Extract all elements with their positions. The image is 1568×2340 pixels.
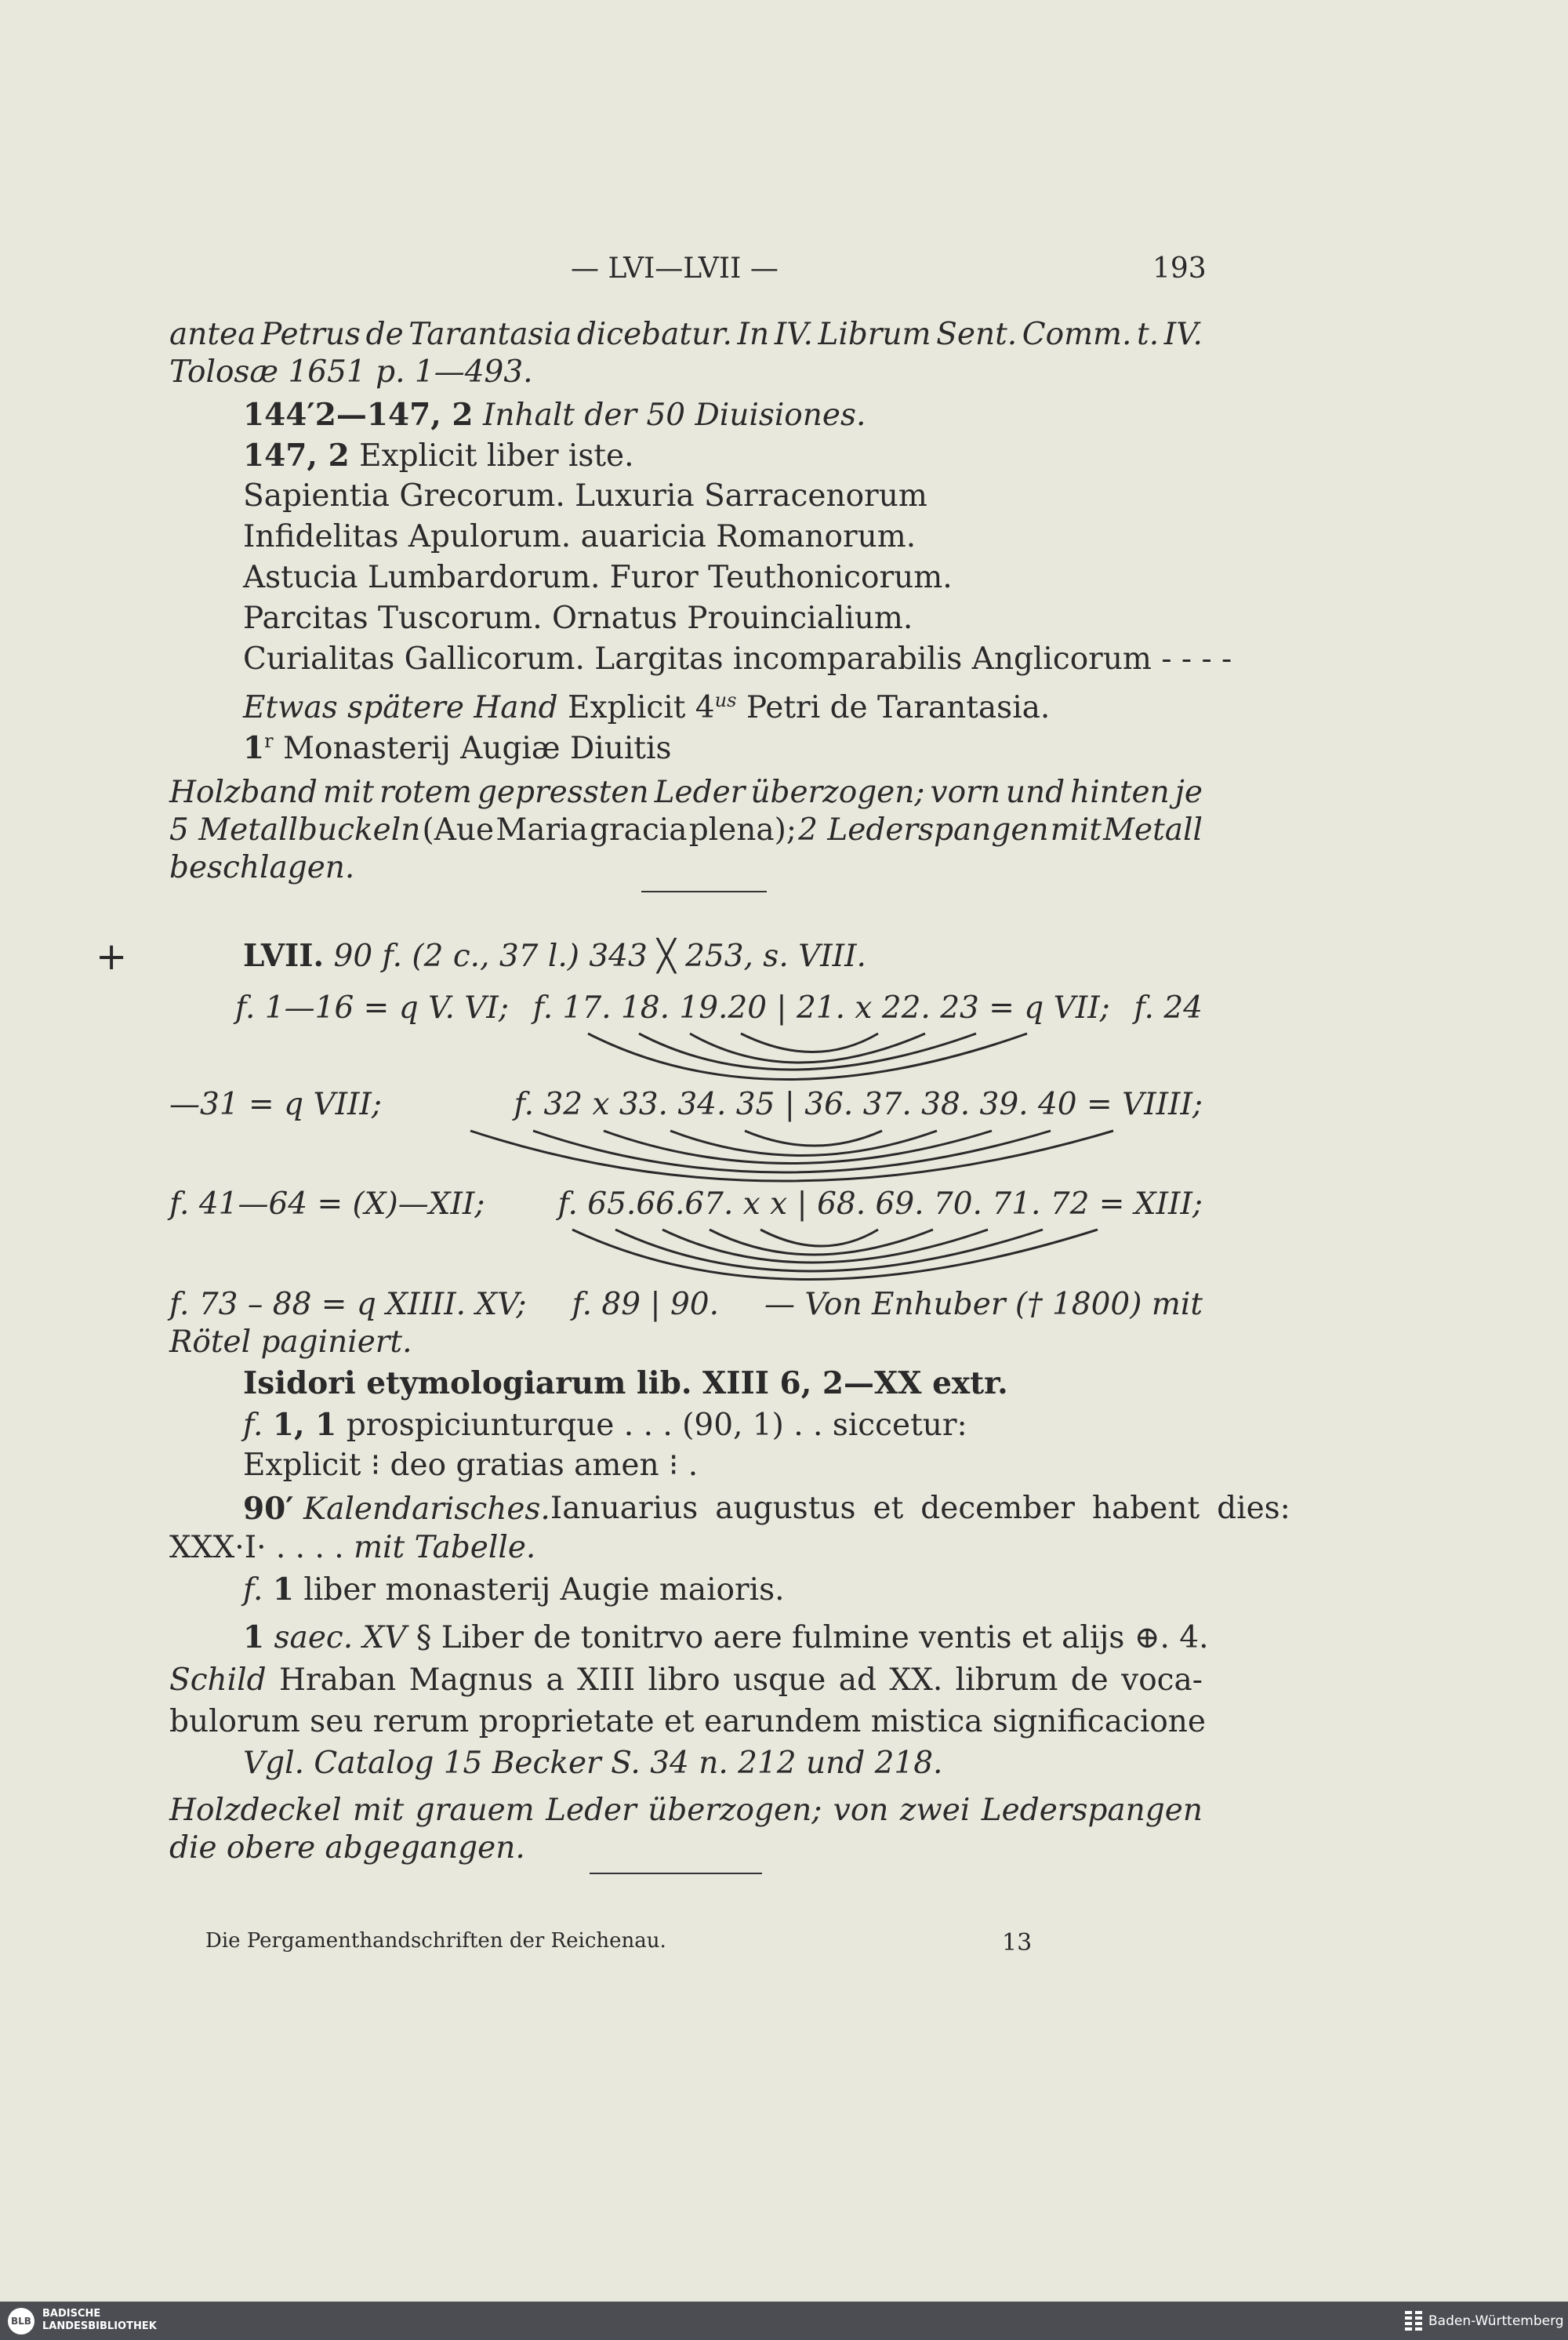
word: IV. (1163, 317, 1203, 352)
table-note: mit Tabelle. (354, 1530, 536, 1565)
text-line-29: bulorum seu rerum proprietate et earundem mistica significacione (169, 1704, 1207, 1739)
folio-ref: 90′ (243, 1491, 294, 1527)
folio-range: 144′2—147, 2 (243, 397, 474, 433)
word: —31 = q VIII; (169, 1087, 382, 1122)
folio-label: f. (243, 1408, 263, 1443)
arc-2-2 (670, 1131, 937, 1156)
text-line-31 (169, 1792, 1203, 1829)
word: habent (1091, 1491, 1200, 1526)
library-name-line-1: BADISCHE (42, 2308, 101, 2320)
word: In (737, 317, 770, 352)
word: Tarantasia (408, 317, 572, 352)
word: von (833, 1793, 889, 1828)
bottom-bar (0, 2302, 1568, 2340)
word: mit (1050, 812, 1102, 848)
word: f. 17. 18. 19.20 | 21. x 22. 23 = q VII; (532, 990, 1110, 1026)
arc-1-4 (588, 1034, 1027, 1080)
word: IV. (774, 317, 813, 352)
text-line-12 (169, 774, 1203, 812)
word: zwei (899, 1793, 971, 1828)
folio-ref: 1, 1 (272, 1407, 337, 1443)
word: t. (1137, 317, 1160, 352)
arc-2-3 (604, 1131, 992, 1164)
text-line-28 (169, 1662, 1203, 1699)
word: und (1005, 775, 1065, 810)
word: überzogen; (750, 775, 925, 810)
arc-3-5 (572, 1230, 1098, 1280)
word: 5 Metallbuckeln (169, 812, 421, 848)
word: f. 24 (1134, 990, 1203, 1026)
word: überzogen; (648, 1793, 822, 1828)
word: hinten (1070, 775, 1170, 810)
text-line-13 (169, 812, 1203, 849)
text-line-4 (243, 437, 634, 475)
baden-wuerttemberg-crest-icon[interactable] (1403, 2309, 1424, 2333)
word: gracia (590, 812, 688, 848)
word: Magnus (408, 1662, 534, 1698)
folio-label: f. (243, 1572, 263, 1608)
word: 2 Lederspangen (798, 812, 1049, 848)
word: librum (955, 1662, 1058, 1698)
word: de (1070, 1662, 1109, 1698)
text-line-11 (243, 722, 671, 768)
arc-3-2 (710, 1230, 933, 1255)
text-line-22 (243, 1406, 967, 1444)
word: Comm. (1022, 317, 1132, 352)
word: — Von Enhuber († 1800) mit (764, 1287, 1203, 1322)
text-line-24 (243, 1490, 1290, 1528)
margin-mark: + (96, 935, 128, 979)
page-number: 193 (1152, 253, 1207, 285)
running-title: — LVI—LVII — (571, 253, 779, 285)
folio-ref: 147, 2 (243, 438, 350, 474)
text-line-9: Curialitas Gallicorum. Largitas incomparabilis Anglicorum - - - - (243, 641, 1232, 677)
library-name (42, 2308, 157, 2333)
word: (Aue (422, 812, 495, 848)
text-line-5: Sapientia Grecorum. Luxuria Sarracenorum (243, 478, 927, 514)
word: Librum (818, 317, 931, 352)
text-line-30: Vgl. Catalog 15 Becker S. 34 n. 212 und 218. (243, 1746, 943, 1781)
folio-ref: 1 (272, 1572, 294, 1608)
word: Hraban (279, 1662, 397, 1698)
word: f. 1—16 = q V. VI; (235, 990, 509, 1026)
word: dies: (1217, 1491, 1290, 1526)
arc-1-1 (741, 1034, 878, 1052)
text-line-26 (243, 1571, 785, 1609)
calendar-text (550, 1490, 1290, 1528)
text-line-10 (243, 681, 1050, 727)
text-line-32: die obere abgegangen. (169, 1830, 525, 1866)
text-line-16 (235, 990, 1203, 1027)
explicit-author: Petri de Tarantasia. (746, 690, 1051, 725)
text-line-3 (243, 396, 866, 434)
word: gepressten (477, 775, 649, 810)
word: et (873, 1491, 904, 1526)
word: Maria (495, 812, 588, 848)
manuscript-number: LVII. (243, 938, 325, 974)
word: rotem (379, 775, 472, 810)
text-line-7: Astucia Lumbardorum. Furor Teuthonicorum. (243, 560, 953, 595)
text-line-18 (169, 1186, 1203, 1223)
word: Sent. (936, 317, 1018, 352)
ownership-note: liber monasterij Augie maioris. (303, 1572, 785, 1608)
word: grauem (415, 1793, 535, 1828)
text-line-15 (243, 937, 866, 976)
word: Metall (1103, 812, 1203, 848)
ownership-note: Monasterij Augiæ Diuitis (283, 731, 672, 766)
text-line-14: beschlagen. (169, 850, 355, 885)
word: f. 65.66.67. x x | 68. 69. 70. 71. 72 = XIII; (557, 1186, 1203, 1222)
text-line-17 (169, 1086, 1203, 1124)
text-line-25 (169, 1529, 535, 1567)
word: mit (322, 775, 374, 810)
text-line-21: Isidori etymologiarum lib. XIII 6, 2—XX extr. (243, 1365, 1008, 1401)
text-line-2: Tolosæ 1651 p. 1—493. (169, 354, 533, 390)
superscript: r (264, 730, 274, 752)
arc-1-2 (690, 1034, 925, 1063)
word: usque (732, 1662, 826, 1698)
word: mit (353, 1793, 405, 1828)
word: voca- (1121, 1662, 1203, 1698)
word: Lederspangen (981, 1793, 1203, 1828)
word: Holzband (169, 775, 318, 810)
explicit-text: Explicit 4 (568, 690, 715, 725)
date-note: saec. XV (274, 1620, 407, 1655)
word: a (546, 1662, 564, 1698)
word: antea (169, 317, 256, 352)
text-line-8: Parcitas Tuscorum. Ornatus Prouincialium. (243, 601, 913, 636)
section-divider (641, 891, 767, 892)
text-line-20: Rötel paginiert. (169, 1324, 412, 1360)
arc-3-1 (760, 1230, 878, 1246)
word: je (1174, 775, 1203, 810)
superscript: us (714, 689, 737, 711)
arc-3-3 (662, 1230, 988, 1263)
word: dicebatur. (576, 317, 732, 352)
text-line-6: Infidelitas Apulorum. auaricia Romanorum. (243, 519, 916, 554)
word: Schild (169, 1662, 267, 1698)
arc-1-3 (639, 1034, 976, 1070)
word: plena); (688, 812, 797, 848)
blb-logo-icon[interactable]: BLB (8, 2308, 34, 2335)
arc-2-4 (533, 1131, 1051, 1172)
hand-note: Etwas spätere Hand (243, 690, 558, 725)
word: december (920, 1491, 1075, 1526)
content-note: Kalendarisches. (303, 1492, 550, 1527)
word: ad (838, 1662, 877, 1698)
word: Holzdeckel (169, 1793, 342, 1828)
word: f. 41—64 = (X)—XII; (169, 1186, 485, 1222)
word: libro (648, 1662, 720, 1698)
arc-2-5 (470, 1131, 1113, 1181)
explicit-text: Explicit liber iste. (359, 438, 634, 474)
word: de (365, 317, 404, 352)
content-note: Inhalt der 50 Diuisiones. (482, 398, 866, 433)
word: XX. (889, 1662, 943, 1698)
footer-signature: 13 (1002, 1929, 1033, 1957)
text-line-1 (169, 316, 1203, 354)
text-line-19 (169, 1286, 1203, 1324)
word: Leder (546, 1793, 637, 1828)
folio-ref: 1 (243, 1619, 265, 1655)
word: f. 73 – 88 = q XIIII. XV; (169, 1287, 527, 1322)
incipit-text: prospiciunturque . . . (90, 1) . . siccetur: (346, 1408, 967, 1443)
word: XIII (577, 1662, 636, 1698)
title-text: § Liber de tonitrvo aere fulmine ventis et alijs ⊕. 4. (416, 1620, 1209, 1655)
arc-3-4 (615, 1230, 1043, 1271)
calendar-numeral: XXX·I· . . . . (169, 1530, 344, 1565)
word: augustus (715, 1491, 856, 1526)
library-name-line-2: LANDESBIBLIOTHEK (42, 2320, 157, 2332)
state-label[interactable]: Baden-Württemberg (1428, 2313, 1564, 2329)
word: Ianuarius (550, 1491, 699, 1526)
folio-ref: 1 (243, 730, 265, 766)
word: Leder (654, 775, 746, 810)
word: f. 89 | 90. (572, 1287, 719, 1322)
text-line-23: Explicit ⁝ deo gratias amen ⁝ . (243, 1448, 699, 1483)
manuscript-description: 90 f. (2 c., 37 l.) 343 ╳ 253, s. VIII. (333, 939, 866, 974)
closing-divider (590, 1873, 762, 1874)
text-line-27 (243, 1619, 1209, 1657)
word: Petrus (260, 317, 361, 352)
word: vorn (930, 775, 1000, 810)
word: f. 32 x 33. 34. 35 | 36. 37. 38. 39. 40 = VIIII; (514, 1087, 1203, 1122)
arc-2-1 (745, 1131, 882, 1146)
footer-title: Die Pergamenthandschriften der Reichenau. (205, 1929, 666, 1953)
